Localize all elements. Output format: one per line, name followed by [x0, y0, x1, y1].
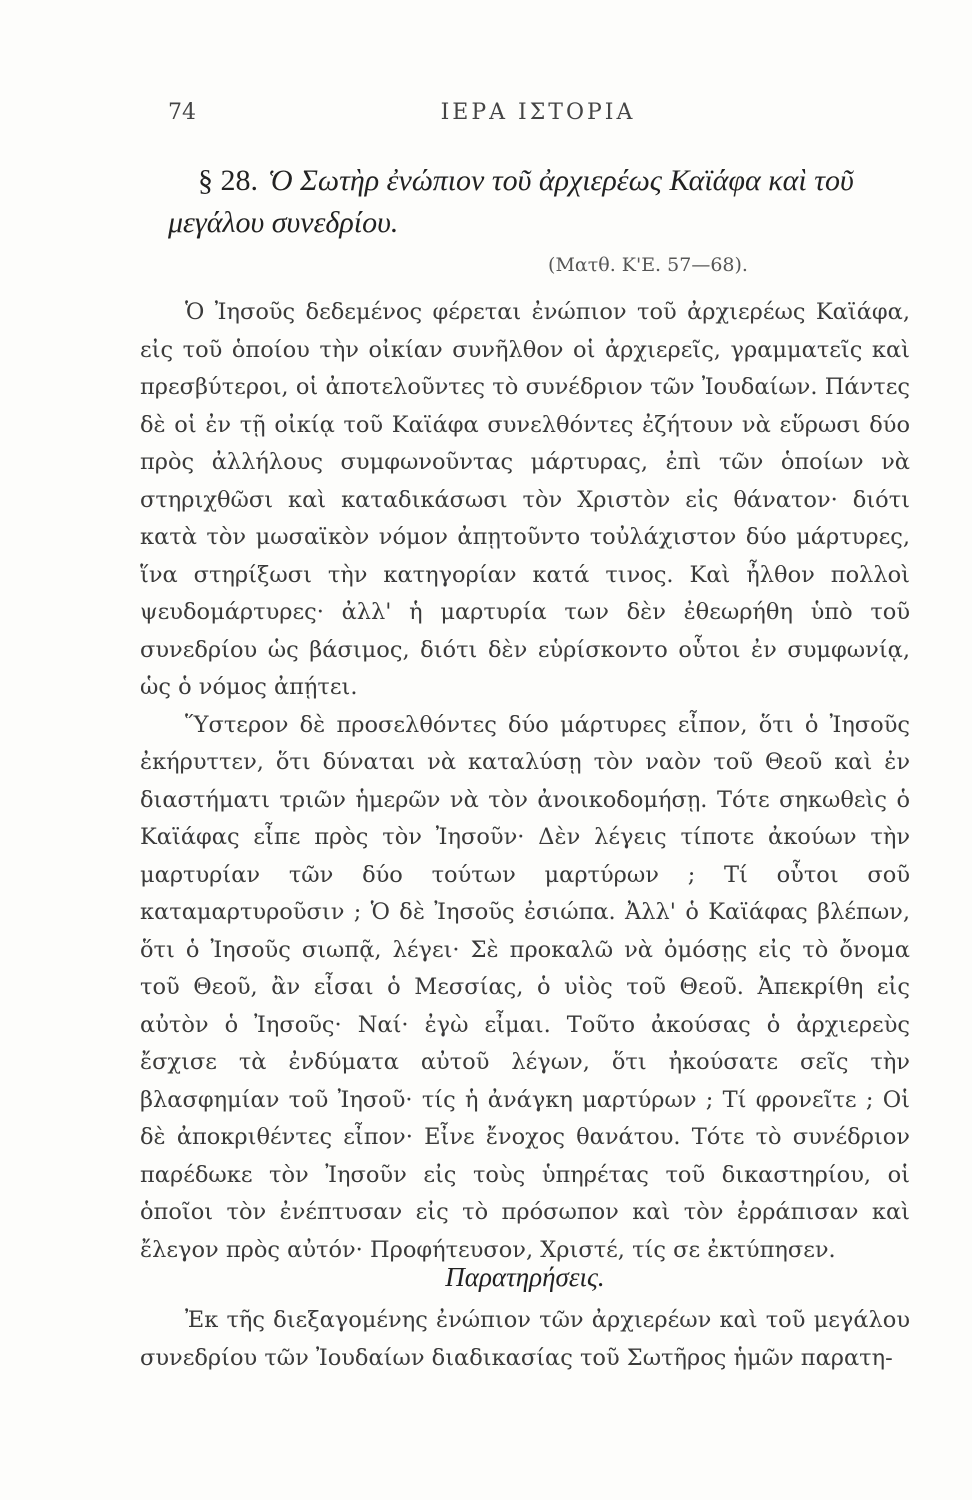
scripture-reference: (Ματθ. Κ'Ε. 57—68). — [548, 254, 748, 276]
section-title: Ὁ Σωτὴρ ἐνώπιον τοῦ ἀρχιερέως Καϊάφα καὶ τοῦ μεγάλου συνεδρίου. — [168, 164, 854, 239]
running-head — [168, 100, 908, 134]
body-text — [140, 294, 910, 1269]
page-number: 74 — [168, 100, 196, 125]
body-paragraph: Ὕστερον δὲ προσελθόντες δύο μάρτυρες εἶπον, ὅτι ὁ Ἰησοῦς ἐκήρυττεν, ὅτι δύναται νὰ καταλύσῃ τὸν ναὸν τοῦ Θεοῦ καὶ ἐν διαστήματι τριῶν ἡμερῶν νὰ τὸν ἀνοικοδομήσῃ. Τότε σηκωθεὶς ὁ Καϊάφας εἶπε πρὸς τὸν Ἰησοῦν· Δὲν λέγεις τίποτε ἀκούων τὴν μαρτυρίαν τῶν δύο τούτων μαρτύρων ; Τί οὗτοι σοῦ καταμαρτυροῦσιν ; Ὁ δὲ Ἰησοῦς ἐσιώπα. Ἀλλ' ὁ Καϊάφας βλέπων, ὅτι ὁ Ἰησοῦς σιωπᾷ, λέγει· Σὲ προκαλῶ νὰ ὀμόσῃς εἰς τὸ ὄνομα τοῦ Θεοῦ, ἂν εἶσαι ὁ Μεσσίας, ὁ υἱὸς τοῦ Θεοῦ. Ἀπεκρίθη εἰς αὐτὸν ὁ Ἰησοῦς· Ναί· ἐγὼ εἶμαι. Τοῦτο ἀκούσας ὁ ἀρχιερεὺς ἔσχισε τὰ ἐνδύματα αὐτοῦ λέγων, ὅτι ἠκούσατε σεῖς τὴν βλασφημίαν τοῦ Ἰησοῦ· τίς ἡ ἀνάγκη μαρτύρων ; Τί φρονεῖτε ; Οἱ δὲ ἀποκριθέντες εἶπον· Εἶνε ἔνοχος θανάτου. Τότε τὸ συνέδριον παρέδωκε τὸν Ἰησοῦν εἰς τοὺς ὑπηρέτας τοῦ δικαστηρίου, οἱ ὁποῖοι τὸν ἐνέπτυσαν εἰς τὸ πρόσωπον καὶ τὸν ἐρράπισαν καὶ ἔλεγον πρὸς αὐτόν· Προφήτευσον, Χριστέ, τίς σε ἐκτύπησεν. — [140, 711, 910, 1263]
section-number: § 28. — [198, 164, 258, 197]
observations-text — [140, 1302, 910, 1377]
observations-paragraph: Ἐκ τῆς διεξαγομένης ἐνώπιον τῶν ἀρχιερέων καὶ τοῦ μεγάλου συνεδρίου τῶν Ἰουδαίων διαδικασίας τοῦ Σωτῆρος ἡμῶν παρατη- — [140, 1307, 910, 1371]
body-paragraph: Ὁ Ἰησοῦς δεδεμένος φέρεται ἐνώπιον τοῦ ἀρχιερέως Καϊάφα, εἰς τοῦ ὁποίου τὴν οἰκίαν συνῆλθον οἱ ἀρχιερεῖς, γραμματεῖς καὶ πρεσβύτεροι, οἱ ἀποτελοῦντες τὸ συνέδριον τῶν Ἰουδαίων. Πάντες δὲ οἱ ἐν τῇ οἰκίᾳ τοῦ Καϊάφα συνελθόντες ἐζήτουν νὰ εὕρωσι δύο πρὸς ἀλλήλους συμφωνοῦντας μάρτυρας, ἐπὶ τῶν ὁποίων νὰ στηριχθῶσι καὶ καταδικάσωσι τὸν Χριστὸν εἰς θάνατον· διότι κατὰ τὸν μωσαϊκὸν νόμον ἀπῃτοῦντο τοὐλάχιστον δύο μάρτυρες, ἵνα στηρίξωσι τὴν κατηγορίαν κατά τινος. Καὶ ἦλθον πολλοὶ ψευδομάρτυρες· ἀλλ' ἡ μαρτυρία των δὲν ἐθεωρήθη ὑπὸ τοῦ συνεδρίου ὡς βάσιμος, διότι δὲν εὑρίσκοντο οὗτοι ἐν συμφωνίᾳ, ὡς ὁ νόμος ἀπῄτει. — [140, 299, 910, 700]
observations-heading: Παρατηρήσεις. — [445, 1262, 605, 1292]
book-title: ΙΕΡΑ ΙΣΤΟΡΙΑ — [440, 100, 636, 125]
section-heading — [168, 160, 928, 244]
